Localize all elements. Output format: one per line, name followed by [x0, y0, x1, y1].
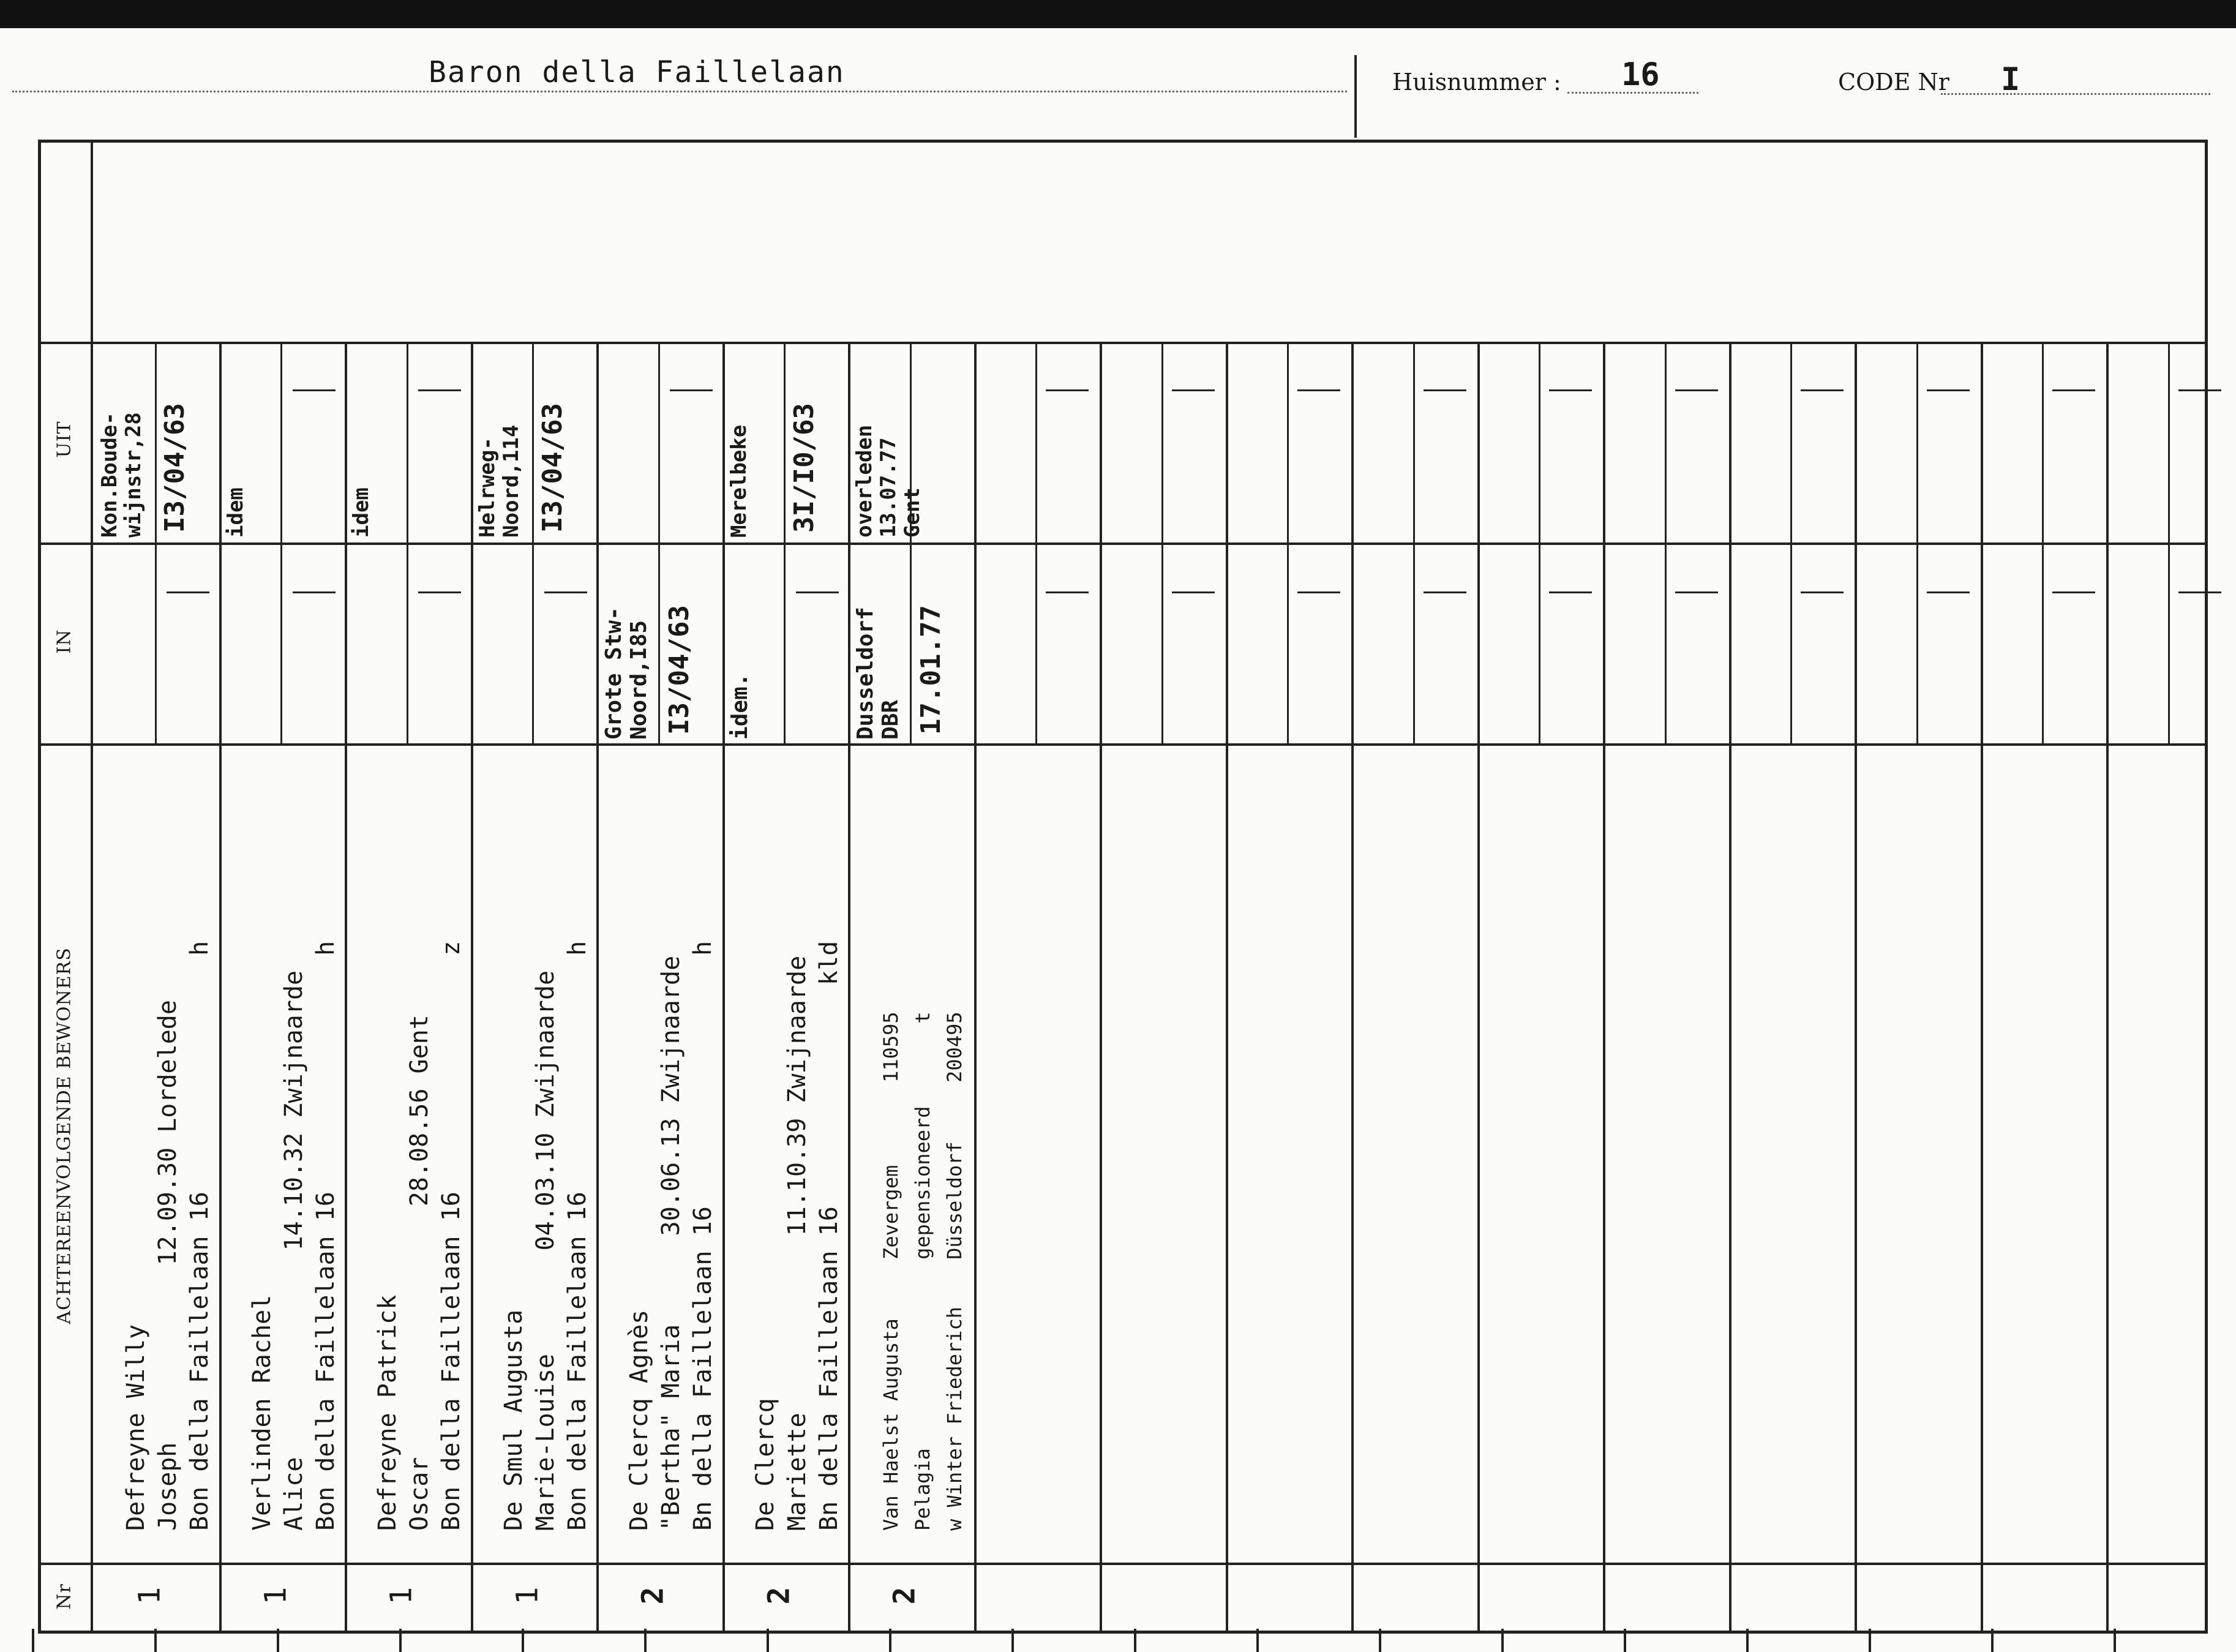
street-name: Baron della Faillelaan — [429, 55, 845, 89]
empty-uit-date-dash — [293, 389, 336, 391]
in-place: idem. — [727, 673, 752, 740]
resident-line: De Smul Augusta — [499, 1309, 528, 1531]
empty-uit-dash — [1297, 389, 1340, 391]
empty-uit-dash — [1801, 389, 1844, 391]
column-divider — [1351, 342, 1354, 1634]
huisnummer-dotted-line — [1567, 92, 1698, 94]
resident-line: Defreyne Willy — [122, 1324, 150, 1531]
empty-uit-dash — [1046, 389, 1089, 391]
row-divider-bewoners-nr — [38, 1563, 2208, 1565]
date-subdivider — [1665, 342, 1667, 743]
resident-line: Marie-Louise 04.03.10 Zwijnaarde — [531, 970, 560, 1531]
uit-place: Kon.Boude- wijnstr,28 — [97, 412, 146, 538]
empty-in-date-dash — [293, 591, 336, 593]
bottom-tick — [154, 1629, 157, 1652]
in-place: Grote Stw- Noord,I85 — [601, 607, 651, 740]
resident-line: Pelagia gepensioneerd t — [911, 1012, 934, 1531]
date-subdivider — [532, 342, 534, 743]
empty-uit-date-dash — [418, 389, 461, 391]
resident-line: Van Haelst Augusta Zevergem 110595 — [879, 1012, 902, 1531]
uit-date: I3/04/63 — [536, 403, 568, 533]
row-divider-top — [38, 342, 2208, 344]
empty-in-dash — [1172, 591, 1215, 593]
in-date: 17.01.77 — [915, 605, 947, 735]
empty-in-dash — [1675, 591, 1718, 593]
register-table — [38, 140, 2208, 1634]
scan-top-border — [0, 0, 2236, 28]
huisnummer-label: Huisnummer : — [1392, 69, 1561, 96]
bottom-tick — [889, 1629, 891, 1652]
resident-line: w Winter Friederich Düsseldorf 200495 — [943, 1012, 966, 1531]
date-subdivider — [2168, 342, 2170, 743]
resident-line: Verlinden Rachel — [247, 1294, 276, 1531]
column-divider — [345, 342, 347, 1634]
resident-line: Alice 14.10.32 Zwijnaarde — [279, 970, 308, 1531]
in-place: Dusseldorf DBR — [853, 607, 903, 740]
date-subdivider — [1916, 342, 1918, 743]
column-divider — [471, 342, 473, 1634]
nr-label: Nr — [53, 1583, 75, 1610]
bottom-tick — [277, 1629, 279, 1652]
huisnummer-value: 16 — [1621, 56, 1660, 93]
resident-line: Joseph 12.09.30 Lordelede — [154, 1000, 182, 1531]
bottom-tick — [1256, 1629, 1259, 1652]
column-divider — [1729, 342, 1731, 1634]
date-subdivider — [280, 342, 282, 743]
resident-line: Bon della Faillelaan 16 h — [186, 941, 214, 1531]
resident-line: Bon della Faillelaan 16 h — [563, 941, 591, 1531]
resident-line: Bon della Faillelaan 16 h — [311, 941, 340, 1531]
date-subdivider — [1035, 342, 1037, 743]
resident-entry — [875, 1012, 970, 1531]
empty-uit-dash — [1424, 389, 1466, 391]
empty-uit-dash — [1172, 389, 1215, 391]
empty-uit-dash — [2052, 389, 2095, 391]
street-dotted-line — [12, 91, 1347, 92]
column-divider — [2106, 342, 2109, 1634]
column-divider — [219, 342, 222, 1634]
empty-uit-dash — [1675, 389, 1718, 391]
resident-line: Bn della Faillelaan 16 h — [689, 941, 717, 1531]
resident-line: De Clercq — [751, 1398, 779, 1531]
bewoners-label: ACHTEREENVOLGENDE BEWONERS — [53, 947, 75, 1324]
resident-line: Mariette 11.10.39 Zwijnaarde — [782, 955, 811, 1531]
column-divider — [596, 342, 599, 1634]
empty-in-dash — [2052, 591, 2095, 593]
date-subdivider — [784, 342, 786, 743]
resident-line: Bon della Faillelaan 16 z — [437, 941, 465, 1531]
uit-date: 3I/I0/63 — [788, 403, 820, 533]
resident-line: Bn della Faillelaan 16 kld — [814, 941, 843, 1531]
resident-nr: 2 — [761, 1586, 796, 1605]
empty-in-date-dash — [167, 591, 209, 593]
date-subdivider — [1790, 342, 1792, 743]
uit-place: overleden 13.07.77 Gent — [852, 424, 925, 538]
column-divider — [974, 342, 977, 1634]
date-subdivider — [2042, 342, 2044, 743]
uit-place: Helrweg- Noord,114 — [475, 424, 523, 538]
resident-nr: 2 — [636, 1586, 670, 1605]
row-divider-in-bewoners — [38, 743, 2208, 746]
column-divider — [848, 342, 850, 1634]
date-subdivider — [155, 342, 157, 743]
resident-nr: 1 — [258, 1586, 293, 1605]
label-column-divider — [91, 140, 93, 1634]
bottom-tick — [1869, 1629, 1871, 1652]
uit-place: idem — [223, 487, 248, 538]
bottom-tick — [399, 1629, 402, 1652]
bottom-tick — [644, 1629, 647, 1652]
empty-uit-dash — [1927, 389, 1970, 391]
resident-entry — [749, 941, 845, 1531]
empty-in-dash — [1927, 591, 1970, 593]
empty-in-dash — [1046, 591, 1089, 593]
resident-entry — [372, 941, 467, 1531]
uit-place: idem — [349, 487, 373, 538]
bottom-tick — [32, 1629, 34, 1652]
bottom-tick — [522, 1629, 524, 1652]
date-subdivider — [1287, 342, 1289, 743]
resident-nr: 1 — [384, 1586, 419, 1605]
empty-in-date-dash — [796, 591, 839, 593]
date-subdivider — [658, 342, 660, 743]
resident-line: De Clercq Agnès — [625, 1309, 653, 1531]
bottom-tick — [1011, 1629, 1014, 1652]
column-divider — [1603, 342, 1605, 1634]
date-subdivider — [407, 342, 408, 743]
empty-in-date-dash — [544, 591, 587, 593]
resident-nr: 2 — [887, 1586, 922, 1605]
date-subdivider — [910, 342, 912, 743]
header-divider — [1354, 55, 1357, 138]
bottom-tick — [2114, 1629, 2116, 1652]
resident-nr: 1 — [509, 1586, 544, 1605]
empty-in-dash — [1801, 591, 1844, 593]
resident-line: Oscar 28.08.56 Gent — [405, 1015, 433, 1531]
code-label: CODE Nr — [1838, 69, 1949, 96]
date-subdivider — [1539, 342, 1540, 743]
code-dotted-line — [1941, 93, 2210, 95]
column-divider — [1100, 342, 1102, 1634]
empty-in-dash — [1424, 591, 1466, 593]
empty-in-dash — [1297, 591, 1340, 593]
row-divider-uit-in — [38, 543, 2208, 545]
resident-entry — [246, 941, 342, 1531]
column-divider — [1855, 342, 1857, 1634]
column-divider — [1226, 342, 1228, 1634]
bottom-tick — [1379, 1629, 1381, 1652]
in-date: I3/04/63 — [664, 605, 695, 735]
in-label: IN — [53, 629, 75, 654]
empty-uit-date-dash — [670, 389, 713, 391]
resident-entry — [623, 941, 719, 1531]
date-subdivider — [1413, 342, 1415, 743]
code-value: I — [2001, 61, 2020, 98]
empty-uit-dash — [1549, 389, 1592, 391]
column-divider — [722, 342, 725, 1634]
bottom-tick — [767, 1629, 769, 1652]
bottom-tick — [1501, 1629, 1504, 1652]
resident-entry — [120, 941, 216, 1531]
resident-entry — [498, 941, 593, 1531]
resident-line: Defreyne Patrick — [373, 1294, 402, 1531]
empty-in-dash — [1549, 591, 1592, 593]
column-divider — [1981, 342, 1983, 1634]
empty-uit-dash — [2178, 389, 2221, 391]
bottom-tick — [1134, 1629, 1136, 1652]
bottom-tick — [1624, 1629, 1626, 1652]
uit-label: UIT — [53, 421, 75, 458]
resident-line: "Bertha" Maria 30.06.13 Zwijnaarde — [657, 955, 685, 1531]
uit-place: Merelbeke — [726, 424, 751, 538]
column-divider — [1477, 342, 1480, 1634]
resident-nr: 1 — [132, 1586, 167, 1605]
bottom-tick — [1991, 1629, 1994, 1652]
uit-date: I3/04/63 — [159, 403, 190, 533]
empty-in-dash — [2178, 591, 2221, 593]
date-subdivider — [1161, 342, 1163, 743]
empty-in-date-dash — [418, 591, 461, 593]
bottom-tick — [1746, 1629, 1749, 1652]
